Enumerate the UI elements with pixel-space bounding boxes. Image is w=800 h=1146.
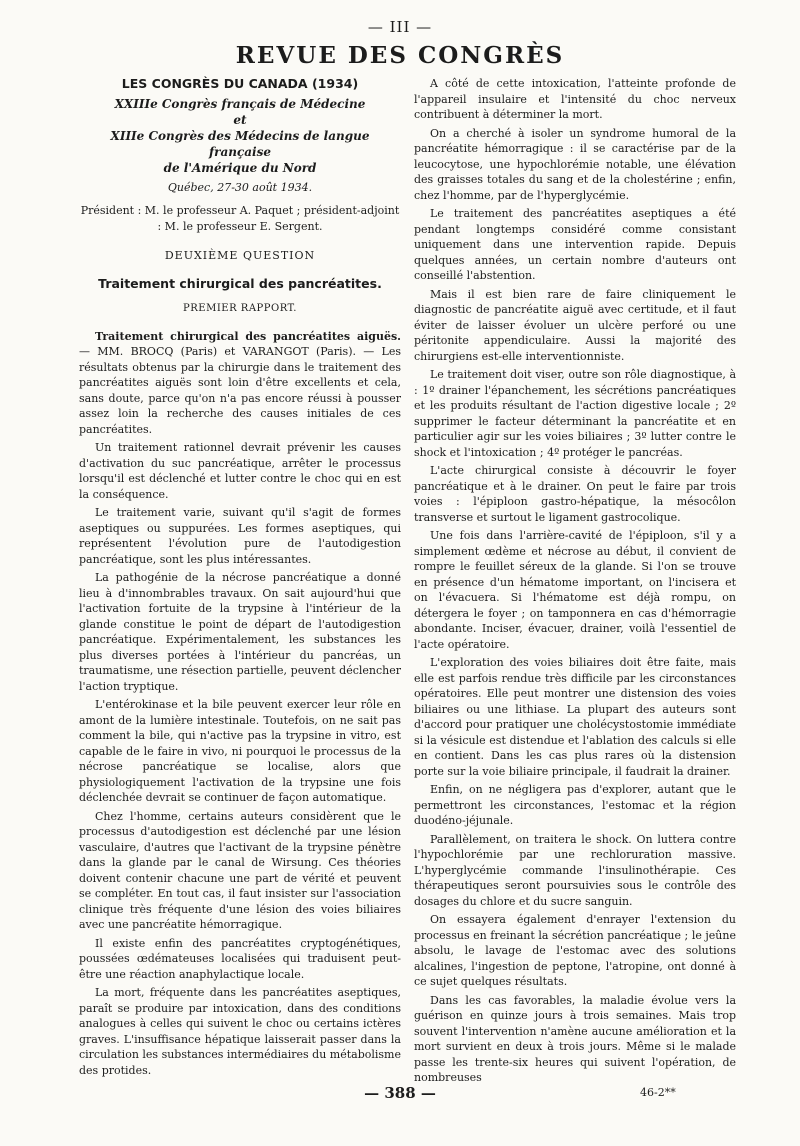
- right-paragraph-1: A côté de cette intoxication, l'atteinte profonde de l'appareil insulaire et l'intensité du choc nerveux contribuent à déterminer la mort.: [414, 77, 736, 121]
- right-paragraph-5: Le traitement doit viser, outre son rôle diagnostique, à : 1º drainer l'épanchement, les sécrétions pancréatiques et les produits résultant de l'action digestive locale ; 2º supprimer le facteur déterminant la pancréatite et en particulier agir sur les voies biliaires ; 3º lutter contre le shock et l'intoxication ; 4º protéger le pancréas.: [414, 368, 736, 459]
- congress-officers: Président : M. le professeur A. Paquet ; président-adjoint : M. le professeur E. Sergent.: [80, 204, 400, 233]
- right-paragraph-4: Mais il est bien rare de faire cliniquement le diagnostic de pancréatite aiguë avec certitude, et il faut éviter de laisser évoluer un ulcère perforé ou une péritonite appendiculaire. Aussi la majorité des chirurgiens est-elle interventionniste.: [414, 287, 736, 363]
- page-roman-number: — III —: [367, 18, 433, 36]
- congress-line-3: XIIIe Congrès des Médecins de langue française: [110, 128, 370, 159]
- left-paragraph-6: Chez l'homme, certains auteurs considèrent que le processus d'autodigestion est déclenché par une lésion vasculaire, d'autres que l'activant de la trypsine pénètre dans la glande par le canal de Wirsung. Ces théories doivent contenir chacune une part de vérité et peuvent se compléter. En tout cas, il faut insister sur l'association clinique très fréquente d'une lésion des voies biliaires avec une pancréatite hémorragique.: [79, 809, 401, 931]
- left-paragraph-2: Un traitement rationnel devrait prévenir les causes d'activation du suc pancréatique, arrêter le processus lorsqu'il est déclenché et lutter contre le choc qui en est la conséquence.: [79, 441, 401, 501]
- right-paragraph-6: L'acte chirurgical consiste à découvrir le foyer pancréatique et à le drainer. On peut le faire par trois voies : l'épiploon gastro-hépatique, la mésocôlon transverse et surtout le ligament gastrocolique.: [414, 464, 736, 524]
- right-paragraph-2: On a cherché à isoler un syndrome humoral de la pancréatite hémorragique : il se caractérise par de la leucocytose, une hypochlorémie notable, une élévation des graisses totales du sang et de la cholestérine ; enfin, chez l'homme, par de l'hyperglycémie.: [414, 126, 736, 202]
- congress-title: LES CONGRÈS DU CANADA (1934): [121, 76, 359, 91]
- right-paragraph-3: Le traitement des pancréatites aseptiques a été pendant longtemps considéré comme consistant uniquement dans une intervention rapide. Depuis quelques années, un certain nombre d'auteurs ont conseillé l'abstention.: [414, 207, 736, 282]
- left-paragraph-7: Il existe enfin des pancréatites cryptogénétiques, poussées œdémateuses localisées qui traduisent peut-être une réaction anaphylactique locale.: [79, 936, 401, 981]
- right-paragraph-11: On essayera également d'enrayer l'extension du processus en freinant la sécrétion pancréatique ; le jeûne absolu, le lavage de l'estomac avec des solutions alcalines, l'ingestion de peptone, l'atropine, ont donné à ce sujet quelques résultats.: [414, 913, 736, 988]
- left-paragraph-3: Le traitement varie, suivant qu'il s'agit de formes aseptiques ou suppurées. Les formes aseptiques, qui représentent l'évolution pure de l'autodigestion pancréatique, sont les plus intéressantes.: [79, 506, 401, 566]
- question-heading: DEUXIÈME QUESTION: [164, 249, 316, 262]
- section-title: REVUE DES CONGRÈS: [235, 42, 565, 69]
- left-paragraph-8: La mort, fréquente dans les pancréatites aseptiques, paraît se produire par intoxication, dans des conditions analogues à celles qui suivent le choc ou certains ictères graves. L'insuffisance hépatique laisserait passer dans la circulation les substances intermédiaires du métabolisme des protides.: [79, 986, 401, 1077]
- right-paragraph-12: Dans les cas favorables, la maladie évolue vers la guérison en quinze jours à trois semaines. Mais trop souvent l'intervention n'amène aucune amélioration et la mort survient en deux à trois jours. Même si le malade passe les trente-six heures qui suivent l'opération, de nombreuses: [414, 993, 736, 1084]
- signature-code: 46-2**: [640, 1086, 676, 1099]
- congress-line-2: et: [233, 112, 247, 127]
- left-p1-bold: Traitement chirurgical des pancréatites aiguës.: [95, 329, 401, 343]
- congress-line-4: de l'Amérique du Nord: [163, 160, 317, 175]
- right-paragraph-7: Une fois dans l'arrière-cavité de l'épiploon, s'il y a simplement œdème et nécrose au début, il convient de rompre le feuillet séreux de la glande. Si l'on se trouve en présence d'un hématome important, on l'incisera et on l'évacuera. Si l'hématome est déjà rompu, on détergera le foyer ; on tamponnera en cas d'hémorragie abondante. Inciser, évacuer, drainer, voilà l'essentiel de l'acte opératoire.: [414, 529, 736, 651]
- left-p1-text: — MM. BROCQ (Paris) et VARANGOT (Paris). — Les résultats obtenus par la chirurgie dans le traitement des pancréatites aiguës sont loin d'être excellents et cela, sans doute, parce qu'on n'a pas encore réussi à pousser assez loin la recherche des causes initiales de ces pancréatites.: [79, 345, 401, 436]
- congress-line-1: XXIIIe Congrès français de Médecine: [114, 96, 366, 111]
- right-paragraph-10: Parallèlement, on traitera le shock. On luttera contre l'hypochlorémie par une rechloruration massive. L'hyperglycémie commande l'insulinothérapie. Ces thérapeutiques seront poursuivies sous le contrôle des dosages du chlore et du sucre sanguin.: [414, 832, 736, 908]
- congress-date: Québec, 27-30 août 1934.: [167, 180, 313, 194]
- page-number: — 388 —: [364, 1084, 436, 1102]
- right-column: [414, 76, 736, 1089]
- right-paragraph-9: Enfin, on ne négligera pas d'explorer, autant que le permettront les circonstances, l'estomac et la région duodéno-jéjunale.: [414, 783, 736, 827]
- left-column: [79, 76, 401, 1081]
- rapport-heading: PREMIER RAPPORT.: [183, 303, 297, 314]
- left-paragraph-5: L'entérokinase et la bile peuvent exercer leur rôle en amont de la lumière intestinale. Toutefois, on ne sait pas comment la bile, qui n'active pas la trypsine in vitro, est capable de le faire in vivo, ni pourquoi le processus de la nécrose pancréatique se localise, alors que physiologiquement l'activation de la trypsine une fois déclenchée devrait se continuer de façon automatique.: [79, 698, 401, 804]
- topic-heading: Traitement chirurgical des pancréatites.: [98, 275, 382, 291]
- left-paragraph-1: [79, 329, 401, 438]
- right-paragraph-8: L'exploration des voies biliaires doit être faite, mais elle est parfois rendue très difficile par les circonstances opératoires. Elle peut montrer une distension des voies biliaires ou une lithiase. La plupart des auteurs sont d'accord pour pratiquer une cholécystostomie immédiate si la vésicule est distendue et l'ablation des calculs si elle en contient. Dans les cas plus rares où la distension porte sur la voie biliaire principale, il faudrait la drainer.: [414, 656, 736, 778]
- left-paragraph-4: La pathogénie de la nécrose pancréatique a donné lieu à d'innombrables travaux. On sait aujourd'hui que l'activation fortuite de la trypsine à l'intérieur de la glande constitue le point de départ de l'autodigestion pancréatique. Expérimentalement, les substances les plus diverses portées à l'intérieur du pancréas, un traumatisme, une résection partielle, peuvent déclencher l'action tryptique.: [79, 571, 401, 693]
